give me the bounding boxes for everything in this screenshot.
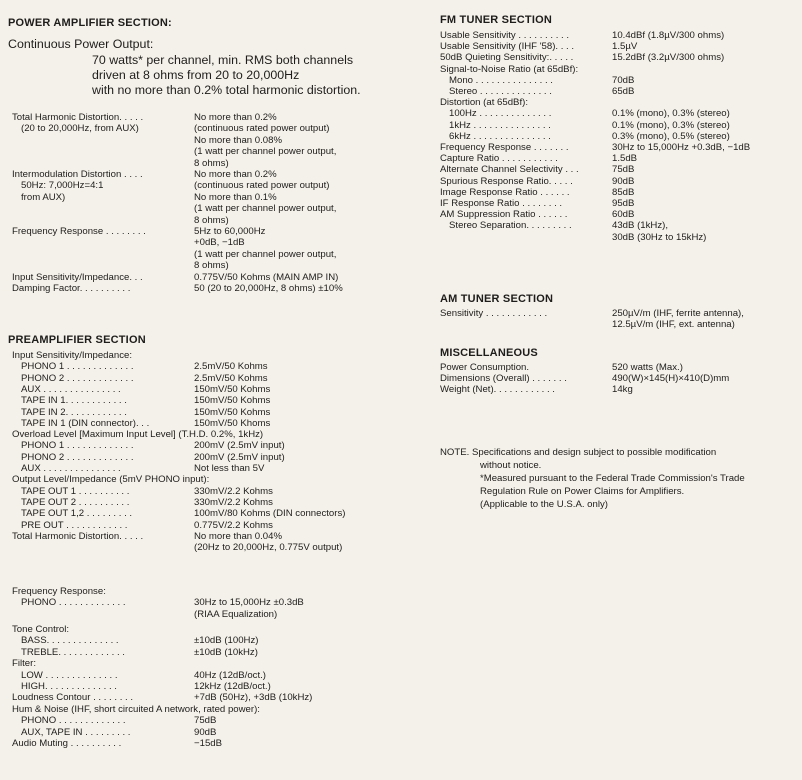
spec-value: 14kg	[612, 384, 633, 396]
spec-value: 43dB (1kHz),	[612, 220, 668, 232]
spec-label: AUX . . . . . . . . . . . . . . .	[21, 463, 121, 474]
spec-label: Tone Control:	[12, 624, 70, 635]
spec-value: No more than 0.04%	[194, 530, 282, 542]
spec-value: (continuous rated power output)	[194, 123, 330, 135]
spec-value: 0.1% (mono), 0.3% (stereo)	[612, 108, 730, 120]
spec-value: 12.5µV/m (IHF, ext. antenna)	[612, 319, 735, 331]
note-line: NOTE. Specifications and design subject to possible modification	[440, 447, 717, 458]
spec-label: Total Harmonic Distortion. . . . .	[12, 112, 144, 123]
spec-value: 0.775V/2.2 Kohms	[194, 519, 273, 531]
power-amp-section-title: POWER AMPLIFIER SECTION:	[8, 17, 172, 29]
spec-label: HIGH. . . . . . . . . . . . . .	[21, 681, 117, 692]
miscellaneous-section-title: MISCELLANEOUS	[440, 347, 538, 359]
spec-value: 100mV/80 Kohms (DIN connectors)	[194, 508, 346, 520]
spec-value: 1.5dB	[612, 153, 638, 165]
spec-value: ±10dB (10kHz)	[194, 646, 258, 658]
spec-value: 30Hz to 15,000Hz +0.3dB, −1dB	[612, 142, 751, 153]
spec-value: 50 (20 to 20,000Hz, 8 ohms) ±10%	[194, 283, 343, 294]
spec-label: PHONO . . . . . . . . . . . . .	[21, 715, 126, 727]
spec-value: 330mV/2.2 Kohms	[194, 496, 273, 508]
spec-label: Alternate Channel Selectivity . . .	[440, 164, 579, 176]
spec-value: 250µV/m (IHF, ferrite antenna),	[612, 308, 744, 319]
spec-value: 150mV/50 Kohms	[194, 383, 271, 395]
continuous-power-line: 70 watts* per channel, min. RMS both channels	[92, 53, 354, 67]
spec-label: 50Hz: 7,000Hz=4:1	[21, 180, 104, 192]
spec-label: Intermodulation Distortion . . . .	[12, 169, 143, 180]
spec-value: ±10dB (100Hz)	[194, 635, 259, 647]
spec-label: 50dB Quieting Sensitivity:. . . . .	[440, 52, 574, 64]
spec-value: 95dB	[612, 198, 635, 209]
spec-value: No more than 0.08%	[194, 134, 282, 146]
spec-label: Total Harmonic Distortion. . . . .	[12, 530, 144, 542]
spec-value: 200mV (2.5mV input)	[194, 451, 285, 463]
spec-label: TREBLE. . . . . . . . . . . . .	[21, 646, 125, 658]
spec-label: TAPE OUT 2 . . . . . . . . . .	[21, 496, 130, 508]
spec-label: Power Consumption.	[440, 362, 530, 373]
spec-label: (20 to 20,000Hz, from AUX)	[21, 123, 139, 135]
spec-value: 490(W)×145(H)×410(D)mm	[612, 373, 730, 385]
spec-label: Frequency Response . . . . . . .	[440, 142, 569, 153]
spec-value: 2.5mV/50 Kohms	[194, 361, 268, 373]
spec-label: Filter:	[12, 658, 36, 670]
spec-label: Spurious Response Ratio. . . . .	[440, 175, 573, 187]
spec-value: Not less than 5V	[194, 463, 265, 474]
spec-value: 90dB	[194, 726, 217, 738]
spec-label: TAPE IN 2. . . . . . . . . . . .	[21, 406, 127, 418]
spec-label: PHONO . . . . . . . . . . . . .	[21, 597, 126, 609]
spec-label: TAPE OUT 1,2 . . . . . . . . .	[21, 508, 133, 520]
spec-label: Sensitivity . . . . . . . . . . . .	[440, 308, 548, 319]
spec-value: No more than 0.2%	[194, 169, 277, 180]
spec-value: 8 ohms)	[194, 157, 229, 169]
spec-label: PHONO 1 . . . . . . . . . . . . .	[21, 361, 134, 373]
spec-label: 1kHz . . . . . . . . . . . . . . .	[449, 119, 551, 131]
spec-value: (1 watt per channel power output,	[194, 203, 337, 215]
spec-value: 200mV (2.5mV input)	[194, 440, 285, 452]
spec-value: +0dB, −1dB	[194, 237, 245, 249]
spec-label: TAPE OUT 1 . . . . . . . . . .	[21, 485, 130, 497]
spec-value: 65dB	[612, 86, 635, 97]
note-line: *Measured pursuant to the Federal Trade Commission's Trade	[480, 473, 745, 484]
spec-label: LOW . . . . . . . . . . . . . .	[21, 669, 118, 681]
spec-label: Weight (Net). . . . . . . . . . . .	[440, 384, 555, 396]
spec-value: (1 watt per channel power output,	[194, 248, 337, 260]
spec-value: 30dB (30Hz to 15kHz)	[612, 231, 707, 243]
spec-label: AUX, TAPE IN . . . . . . . . .	[21, 726, 131, 738]
spec-label: Loudness Contour . . . . . . . .	[12, 692, 134, 704]
spec-value: 30Hz to 15,000Hz ±0.3dB	[194, 597, 304, 609]
spec-value: 150mV/50 Kohms	[194, 406, 271, 418]
spec-value: 150mV/50 Kohms	[194, 395, 271, 407]
spec-value: (continuous rated power output)	[194, 180, 330, 192]
spec-value: 75dB	[194, 715, 217, 727]
spec-label: Signal-to-Noise Ratio (at 65dBf):	[440, 63, 579, 75]
spec-value: 1.5µV	[612, 41, 638, 53]
spec-value: (20Hz to 20,000Hz, 0.775V output)	[194, 542, 343, 554]
spec-label: Frequency Response:	[12, 586, 106, 597]
spec-value: No more than 0.1%	[194, 191, 277, 203]
spec-value: 10.4dBf (1.8µV/300 ohms)	[612, 30, 725, 41]
spec-value: 90dB	[612, 175, 635, 187]
spec-label: Input Sensitivity/Impedance:	[12, 350, 132, 361]
spec-label: PHONO 2 . . . . . . . . . . . . .	[21, 451, 134, 463]
spec-label: 100Hz . . . . . . . . . . . . . .	[449, 108, 552, 120]
preamp-section-title: PREAMPLIFIER SECTION	[8, 334, 146, 346]
spec-label: Damping Factor. . . . . . . . . .	[12, 283, 131, 294]
spec-value: 2.5mV/50 Kohms	[194, 372, 268, 384]
spec-label: TAPE IN 1. . . . . . . . . . . .	[21, 395, 127, 407]
continuous-power-line: with no more than 0.2% total harmonic distortion.	[92, 83, 361, 97]
spec-label: PHONO 1 . . . . . . . . . . . . .	[21, 440, 134, 452]
spec-label: Dimensions (Overall) . . . . . . .	[440, 373, 567, 385]
spec-label: from AUX)	[21, 191, 66, 203]
spec-label: Input Sensitivity/Impedance. . .	[12, 271, 143, 283]
spec-label: Usable Sensitivity . . . . . . . . . .	[440, 30, 570, 41]
spec-value: 5Hz to 60,000Hz	[194, 226, 266, 237]
spec-value: +7dB (50Hz), +3dB (10kHz)	[194, 692, 313, 704]
spec-value: (RIAA Equalization)	[194, 608, 278, 620]
spec-label: IF Response Ratio . . . . . . . .	[440, 198, 563, 209]
spec-label: Stereo . . . . . . . . . . . . . .	[449, 86, 552, 97]
spec-label: Stereo Separation. . . . . . . . .	[449, 220, 572, 232]
spec-value: 75dB	[612, 164, 635, 176]
spec-label: Mono . . . . . . . . . . . . . . .	[449, 74, 553, 86]
spec-value: 8 ohms)	[194, 260, 229, 272]
spec-label: Image Response Ratio . . . . . .	[440, 186, 570, 198]
spec-label: Output Level/Impedance (5mV PHONO input):	[12, 474, 210, 486]
spec-value: 330mV/2.2 Kohms	[194, 485, 273, 497]
spec-value: 70dB	[612, 74, 635, 86]
spec-label: Capture Ratio . . . . . . . . . . .	[440, 153, 558, 165]
spec-label: TAPE IN 1 (DIN connector). . .	[21, 417, 150, 429]
spec-label: AM Suppression Ratio . . . . . .	[440, 209, 568, 221]
spec-label: Frequency Response . . . . . . . .	[12, 226, 146, 237]
spec-label: PRE OUT . . . . . . . . . . . .	[21, 519, 128, 531]
note-line: without notice.	[480, 460, 542, 471]
spec-value: 40Hz (12dB/oct.)	[194, 669, 266, 681]
spec-value: 8 ohms)	[194, 214, 229, 226]
spec-label: BASS. . . . . . . . . . . . . .	[21, 635, 119, 647]
spec-value: No more than 0.2%	[194, 112, 277, 123]
continuous-power-line: driven at 8 ohms from 20 to 20,000Hz	[92, 68, 300, 82]
spec-value: 60dB	[612, 209, 635, 221]
spec-label: Usable Sensitivity (IHF '58). . . .	[440, 41, 575, 53]
note-line: Regulation Rule on Power Claims for Amplifiers.	[480, 486, 685, 497]
spec-value: 0.1% (mono), 0.3% (stereo)	[612, 119, 730, 131]
spec-label: PHONO 2 . . . . . . . . . . . . .	[21, 372, 134, 384]
spec-value: (1 watt per channel power output,	[194, 146, 337, 158]
spec-value: 85dB	[612, 186, 635, 198]
spec-label: Hum & Noise (IHF, short circuited A network, rated power):	[12, 703, 260, 715]
spec-label: 6kHz . . . . . . . . . . . . . . .	[449, 130, 551, 142]
spec-value: −15dB	[194, 738, 223, 749]
spec-label: Distortion (at 65dBf):	[440, 97, 528, 109]
note-line: (Applicable to the U.S.A. only)	[480, 499, 608, 510]
spec-label: Overload Level [Maximum Input Level] (T.H.D. 0.2%, 1kHz)	[12, 429, 264, 441]
continuous-power-heading: Continuous Power Output:	[8, 37, 154, 51]
spec-value: 150mV/50 Khoms	[194, 417, 271, 429]
spec-value: 0.775V/50 Kohms (MAIN AMP IN)	[194, 271, 339, 283]
spec-value: 12kHz (12dB/oct.)	[194, 681, 271, 692]
fm-tuner-section-title: FM TUNER SECTION	[440, 14, 552, 26]
spec-value: 520 watts (Max.)	[612, 362, 683, 373]
spec-label: Audio Muting . . . . . . . . . .	[12, 738, 122, 749]
spec-value: 0.3% (mono), 0.5% (stereo)	[612, 130, 730, 142]
spec-label: AUX . . . . . . . . . . . . . . .	[21, 383, 121, 395]
spec-value: 15.2dBf (3.2µV/300 ohms)	[612, 52, 725, 64]
am-tuner-section-title: AM TUNER SECTION	[440, 293, 554, 305]
